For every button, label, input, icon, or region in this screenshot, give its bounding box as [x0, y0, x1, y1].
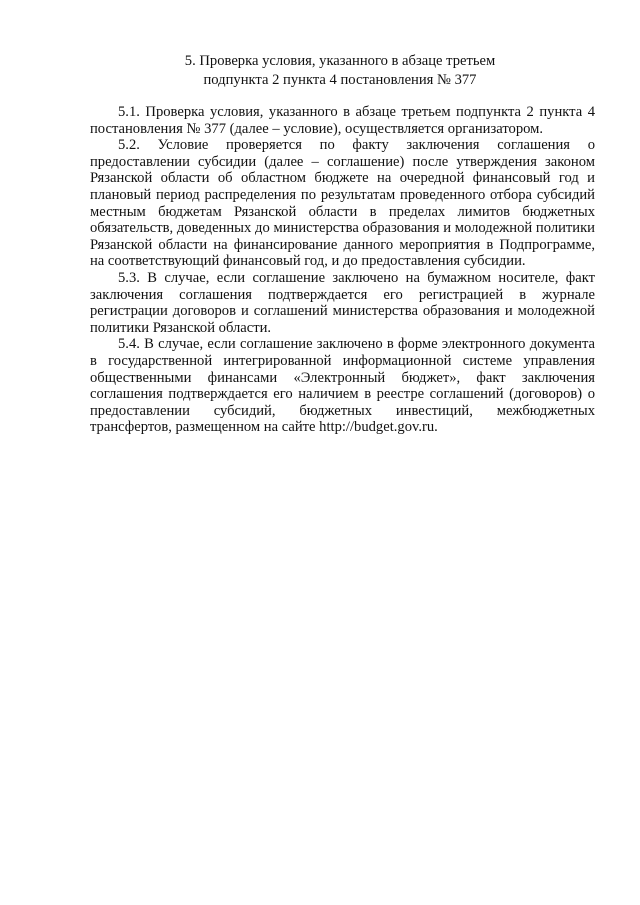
section-heading-line-1: 5. Проверка условия, указанного в абзаце третьем: [184, 53, 496, 69]
section-body: [90, 104, 595, 436]
paragraph-5-4: 5.4. В случае, если соглашение заключено в форме электронного документа в государственной интегрированной информационной системе управления общественными финансами «Электронный бюджет», факт заключения соглашения подтверждается его наличием в реестре соглашений (договоров) о предоставлении субсидий, бюджетных инвестиций, межбюджетных трансфертов, размещенном на сайте http://budget.gov.ru.: [90, 336, 595, 436]
paragraph-5-1: 5.1. Проверка условия, указанного в абзаце третьем подпункта 2 пункта 4 постановления № 377 (далее – условие), осуществляется организатором.: [90, 104, 595, 137]
paragraph-5-2: 5.2. Условие проверяется по факту заключения соглашения о предоставлении субсидии (далее – соглашение) после утверждения законом Рязанской области об областном бюджете на очередной финансовый год и плановый период распределения по результатам проведенного отбора субсидий местным бюджетам Рязанской области в пределах лимитов бюджетных обязательств, доведенных до министерства образования и молодежной политики Рязанской области на финансирование данного мероприятия в Подпрограмме, на соответствующий финансовый год, и до предоставления субсидии.: [90, 137, 595, 270]
section-heading: [90, 52, 590, 90]
section-heading-line-2: подпункта 2 пункта 4 постановления № 377: [203, 72, 477, 88]
paragraph-5-3: 5.3. В случае, если соглашение заключено на бумажном носителе, факт заключения соглашения подтверждается его регистрацией в журнале регистрации договоров и соглашений министерства образования и молодежной политики Рязанской области.: [90, 269, 595, 336]
